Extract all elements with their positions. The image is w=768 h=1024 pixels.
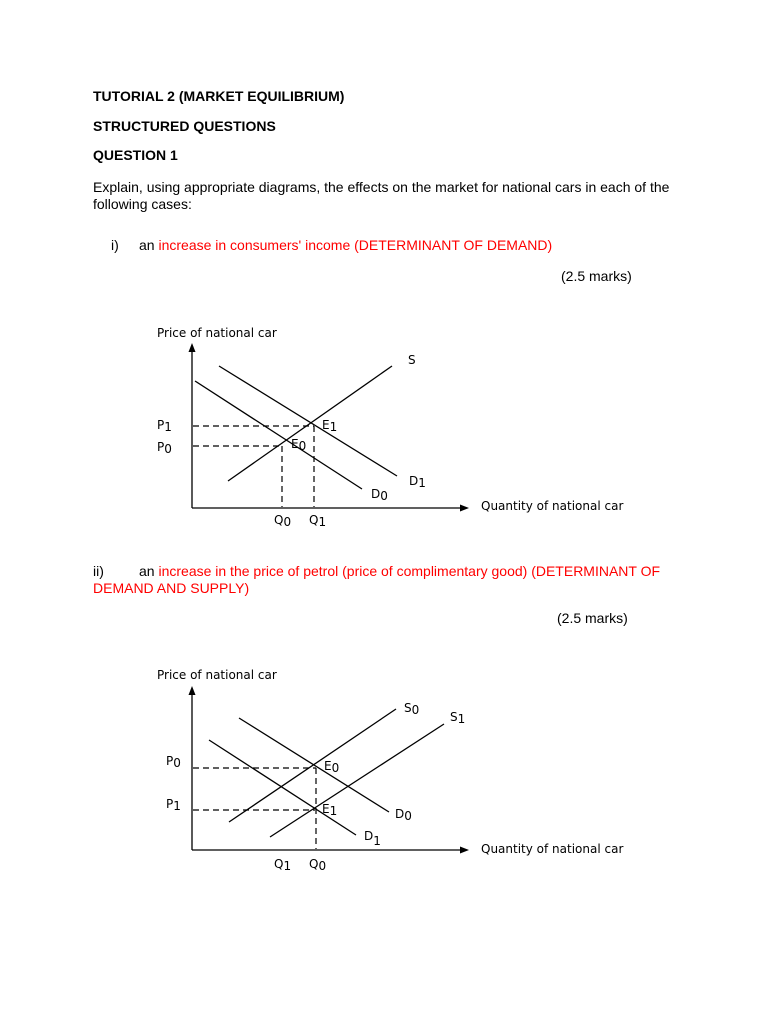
item-number: i) — [111, 237, 119, 253]
item-highlight: increase in consumers' income (DETERMINANT OF DEMAND) — [158, 237, 553, 253]
item-lead: an — [139, 563, 159, 579]
x-axis-label: Quantity of national car — [481, 499, 624, 513]
supply-curve-s0 — [229, 709, 396, 822]
y-axis-label: Price of national car — [157, 668, 277, 682]
section-heading: STRUCTURED QUESTIONS — [93, 118, 276, 134]
demand-d0-label: D0 — [371, 487, 388, 503]
price-p1-label: P1 — [166, 797, 181, 813]
supply-s0-label: S0 — [404, 701, 420, 717]
equilibrium-e0-label: E0 — [291, 437, 307, 453]
supply-label: S — [408, 353, 416, 367]
demand-d1-label: D1 — [364, 829, 381, 848]
equilibrium-e1-label: E1 — [322, 802, 338, 818]
equilibrium-e1-label: E1 — [322, 418, 338, 434]
item-marks: (2.5 marks) — [557, 610, 628, 626]
price-p1-label: P1 — [157, 418, 172, 434]
supply-s1-label: S1 — [450, 710, 466, 726]
price-p0-label: P0 — [157, 440, 172, 456]
supply-curve-s1 — [270, 724, 444, 837]
y-axis-arrow — [189, 686, 196, 695]
quantity-q1-label: Q1 — [274, 857, 292, 873]
quantity-q0-label: Q0 — [274, 513, 292, 529]
price-p0-label: P0 — [166, 754, 181, 770]
demand-curve-d0 — [239, 718, 389, 812]
x-axis-label: Quantity of national car — [481, 842, 624, 856]
question-intro: Explain, using appropriate diagrams, the effects on the market for national cars in each of the following cases: — [93, 179, 670, 212]
equilibrium-e0-label: E0 — [324, 759, 340, 775]
item-highlight: increase in the price of petrol (price of complimentary good) (DETERMINANT OF DEMAND AND SUPPLY) — [93, 563, 661, 596]
quantity-q0-label: Q0 — [309, 857, 327, 873]
x-axis-arrow — [460, 847, 469, 854]
page-title: TUTORIAL 2 (MARKET EQUILIBRIUM) — [93, 88, 345, 104]
demand-d0-label: D0 — [395, 807, 412, 823]
question-heading: QUESTION 1 — [93, 147, 178, 163]
y-axis-label: Price of national car — [157, 326, 277, 340]
item-lead: an — [139, 237, 159, 253]
item-number: ii) — [93, 563, 104, 579]
quantity-q1-label: Q1 — [309, 513, 327, 529]
item-marks: (2.5 marks) — [561, 268, 632, 284]
demand-d1-label: D1 — [409, 474, 426, 490]
